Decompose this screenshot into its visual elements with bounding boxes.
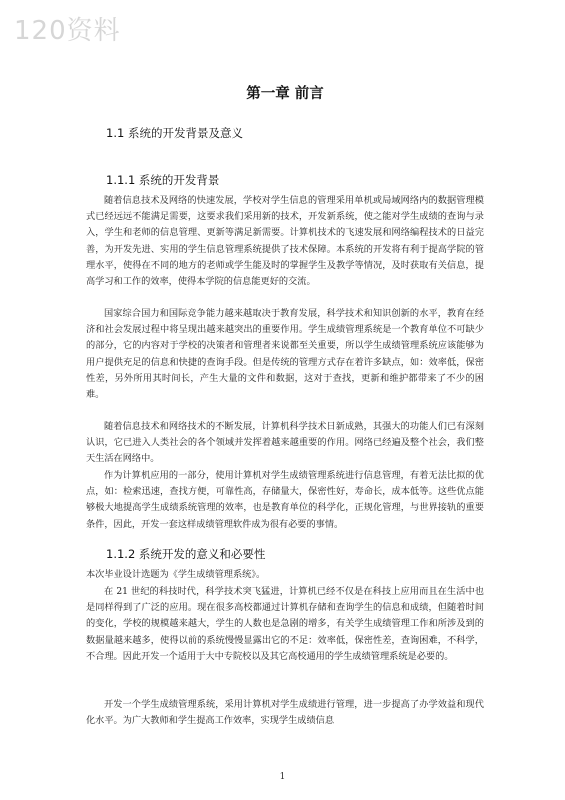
section-heading-1-1-2: 1.1.2 系统开发的意义和必要性 [106, 547, 266, 561]
watermark: 120资料 [14, 16, 121, 46]
paragraph-2: 国家综合国力和国际竞争能力越来越取决于教育发展，科学技术和知识创新的水平，教育在经济和社会发展过程中将呈现出越来越突出的重要作用。学生成绩管理系统是一个教育单位不可缺少的部分，它的内容对于学校的决策者和管理者来说都至关重要，所以学生成绩管理系统应该能够为用户提供充足的信息和快捷的查询手段。但是传统的管理方式存在着许多缺点，如：效率低，保密性差，另外所用其时间长，产生大量的文件和数据，这对于查找，更新和维护都带来了不少的困难。 [86, 308, 484, 401]
page-number: 1 [279, 772, 286, 782]
paragraph-5: 本次毕业设计选题为《学生成绩管理系统》。 [86, 569, 266, 580]
paragraph-7: 开发一个学生成绩管理系统，采用计算机对学生成绩进行管理，进一步提高了办学效益和现代化水平。为广大教师和学生提高工作效率，实现学生成绩信息 [86, 699, 484, 727]
paragraph-1: 随着信息技术及网络的快速发展，学校对学生信息的管理采用单机或局域网络内的数据管理模式已经远远不能满足需要，这要求我们采用新的技术，开发新系统，使之能对学生成绩的查询与录入，学生和老师的信息管理、更新等满足新需要。计算机技术的飞速发展和网络编程技术的日益完善，为开发先进、实用的学生信息管理系统提供了技术保障。本系统的开发将有利于提高学院的管理水平，使得在不同的地方的老师或学生能及时的掌握学生及教学等情况，及时获取有关信息，提高学习和工作的效率，使得本学院的信息能更好的交流。 [86, 195, 484, 288]
paragraph-6: 在 21 世纪的科技时代，科学技术突飞猛进，计算机已经不仅是在科技上应用而且在生活中也是同样得到了广泛的应用。现在很多高校都通过计算机存储和查询学生的信息和成绩，但随着时间的变化，学校的规模越来越大，学生的人数也是急剧的增多，有关学生成绩管理工作和所涉及到的数据量越来越多，使得以前的系统慢慢显露出它的不足：效率低，保密性差，查询困难，不科学，不合理。因此开发一个适用于大中专院校以及其它高校通用的学生成绩管理系统是必要的。 [86, 586, 484, 662]
section-heading-1-1: 1.1 系统的开发背景及意义 [106, 126, 243, 140]
paragraph-4: 作为计算机应用的一部分，使用计算机对学生成绩管理系统进行信息管理，有着无法比拟的优点，如：检索迅速，查找方便，可靠性高，存储量大，保密性好，寿命长，成本低等。这些优点能够极大地提高学生成绩系统管理的效率，也是教育单位的科学化，正规化管理，与世界接轨的重要条件，因此，开发一套这样成绩管理软件成为很有必要的事情。 [86, 470, 484, 530]
paragraph-3: 随着信息技术和网络技术的不断发展，计算机科学技术日新成熟，其强大的功能人们已有深刻认识，它已进入人类社会的各个领域并发挥着越来越重要的作用。网络已经遍及整个社会，我们整天生活在网络中。 [86, 421, 484, 465]
chapter-title: 第一章 前言 [246, 86, 324, 102]
section-heading-1-1-1: 1.1.1 系统的开发背景 [106, 173, 220, 187]
